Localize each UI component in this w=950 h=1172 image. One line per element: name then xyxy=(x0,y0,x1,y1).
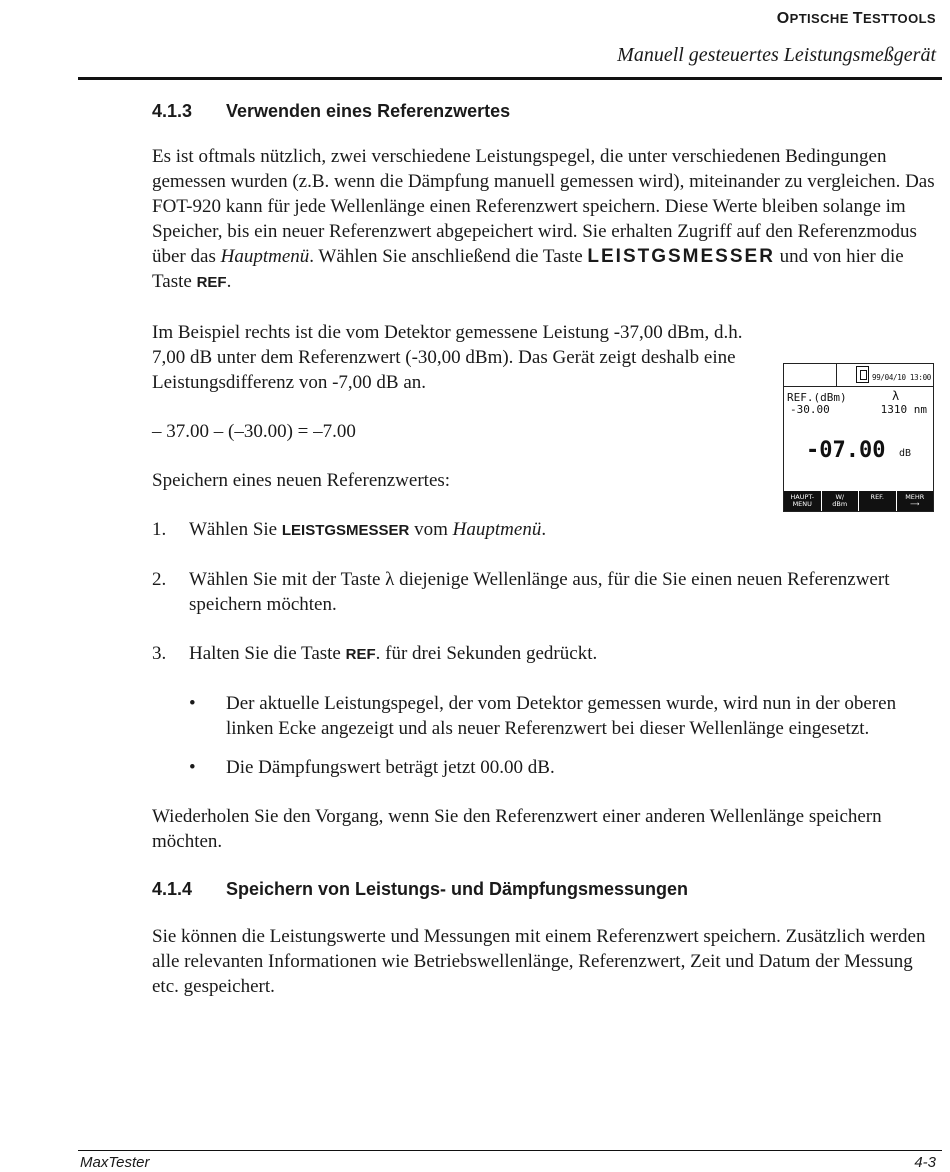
section-title: Speichern von Leistungs- und Dämpfungsmessungen xyxy=(226,879,689,899)
lambda-icon: λ xyxy=(892,389,900,403)
list-item: 1. Wählen Sie LEISTGSMESSER vom Hauptmenü. xyxy=(152,519,547,540)
softkey-w-dbm: W/ dBm xyxy=(822,491,860,511)
page-number: 4-3 xyxy=(914,1154,936,1171)
device-reading: -07.00 xyxy=(806,438,886,463)
device-status-bar xyxy=(784,364,933,387)
list-item: 2. Wählen Sie mit der Taste λ diejenige Wellenlänge aus, für die Sie einen neuen Referenzwert speichern möchten. xyxy=(152,569,890,615)
softkey-more: MEHR ⟶ xyxy=(905,493,925,508)
device-wavelength: 1310 nm xyxy=(880,403,927,416)
device-ref-label: REF.(dBm) xyxy=(787,391,847,404)
section-subtitle: Manuell gesteuertes Leistungsmeßgerät xyxy=(617,44,936,66)
list-item: 3. Halten Sie die Taste REF. für drei Sekunden gedrückt. xyxy=(152,643,598,664)
header-rule xyxy=(78,77,942,80)
device-datetime: 99/04/10 13:00 xyxy=(871,373,931,382)
storage-paragraph: Sie können die Leistungswerte und Messungen mit einem Referenzwert speichern. Zusätzlich werden alle relevanten Informationen wie Betriebswellenlänge, Referenzwert, Zeit und Datum der Messung etc. gespeichert. xyxy=(152,926,926,997)
bullet-item: • Die Dämpfungswert beträgt jetzt 00.00 dB. xyxy=(189,757,555,778)
device-screen xyxy=(783,363,934,512)
menu-ref: Hauptmenü xyxy=(220,246,310,267)
section-heading xyxy=(152,98,937,124)
device-ref-value: -30.00 xyxy=(790,403,830,416)
key-ref: LEISTGSMESSER xyxy=(587,246,775,267)
section-heading xyxy=(152,876,937,902)
key-ref: REF xyxy=(196,274,227,291)
battery-icon xyxy=(856,366,869,383)
key-ref: LEISTGSMESSER xyxy=(281,522,410,539)
bullet-item: • Der aktuelle Leistungspegel, der vom Detektor gemessen wurde, wird nun in der oberen linken Ecke angezeigt und als neuer Referenzwert bei dieser Wellenlänge eingesetzt. xyxy=(189,693,897,739)
footer-rule xyxy=(78,1150,942,1151)
key-ref: REF xyxy=(345,646,376,663)
chapter-header: OPTISCHE TESTTOOLS xyxy=(776,10,936,27)
intro-paragraph: Es ist oftmals nützlich, zwei verschiedene Leistungspegel, die unter verschiedenen Bedingungen gemessen wurden (z.B. wenn die Dämpfung manuell gemessen wird), miteinander zu vergleichen. Das FOT-920 kann für jede Wellenlänge einen Referenzwert speichern. Diese Werte bleiben solange im Speicher, bis ein neuer Referenzwert abgepeichert wird. Sie erhalten Zugriff auf den Referenzmodus über das Hauptmenü. Wählen Sie anschließend die Taste LEISTGSMESSER und von hier die Taste REF. xyxy=(152,146,935,292)
formula: – 37.00 – (–30.00) = –7.00 xyxy=(152,421,356,442)
footer-product: MaxTester xyxy=(80,1154,150,1171)
page-content xyxy=(152,98,937,999)
example-paragraph: Im Beispiel rechts ist die vom Detektor gemessene Leistung -37,00 dBm, d.h. 7,00 dB unter dem Referenzwert (-30,00 dBm). Das Gerät zeigt deshalb eine Leistungsdifferenz von -7,00 dB an. xyxy=(152,322,743,393)
softkey-ref: REF. xyxy=(859,491,897,511)
save-intro: Speichern eines neuen Referenzwertes: xyxy=(152,470,451,491)
device-softkeys xyxy=(784,491,933,511)
repeat-paragraph: Wiederholen Sie den Vorgang, wenn Sie den Referenzwert einer anderen Wellenlänge speichern möchten. xyxy=(152,806,882,852)
section-number: 4.1.4 xyxy=(152,879,193,899)
section-title: Verwenden eines Referenzwertes xyxy=(226,101,511,121)
softkey-main-menu: HAUPT- MENU xyxy=(784,491,822,511)
device-unit: dB xyxy=(899,448,912,459)
section-number: 4.1.3 xyxy=(152,101,193,121)
menu-ref: Hauptmenü xyxy=(452,519,542,540)
